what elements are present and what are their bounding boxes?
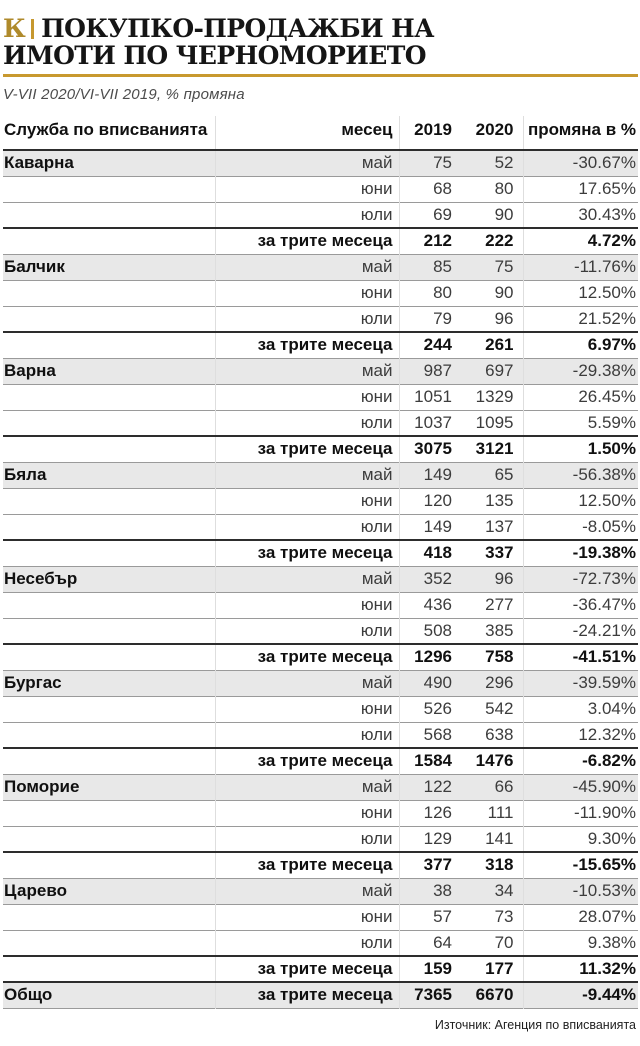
change-cell: -11.90% — [523, 800, 638, 826]
city-name-cell — [3, 956, 215, 982]
city-name-cell — [3, 488, 215, 514]
month-cell: май — [215, 462, 399, 488]
value-2019-cell: 244 — [399, 332, 461, 358]
change-cell: 4.72% — [523, 228, 638, 254]
value-2019-cell: 377 — [399, 852, 461, 878]
city-name-cell — [3, 228, 215, 254]
month-cell: юли — [215, 306, 399, 332]
city-name-cell — [3, 696, 215, 722]
change-cell: -41.51% — [523, 644, 638, 670]
value-2020-cell: 3121 — [475, 439, 514, 459]
value-2019-cell: 79 — [399, 306, 461, 332]
value-2019-cell: 1296 — [399, 644, 461, 670]
value-2019-cell: 418 — [399, 540, 461, 566]
city-name-cell — [3, 826, 215, 852]
value-2020-cell: 697 — [485, 361, 514, 380]
value-2019-cell: 57 — [399, 904, 461, 930]
value-2020-cell: 137 — [485, 516, 514, 536]
value-2019-cell: 159 — [399, 956, 461, 982]
value-2020-cell: 34 — [494, 881, 514, 900]
value-2019-cell: 212 — [399, 228, 461, 254]
change-cell: -11.76% — [523, 254, 638, 280]
city-name-cell — [3, 514, 215, 540]
month-cell: юни — [215, 696, 399, 722]
value-2020-cell: 6670 — [475, 985, 514, 1005]
total-label-cell: за трите месеца — [215, 956, 399, 982]
city-name-cell: Общо — [4, 985, 53, 1005]
value-2020-cell: 66 — [494, 777, 514, 796]
month-cell: юни — [215, 176, 399, 202]
month-cell: май — [215, 774, 399, 800]
table-body — [3, 150, 638, 1008]
value-2019-cell: 508 — [399, 618, 461, 644]
city-name-cell — [3, 592, 215, 618]
change-cell: 6.97% — [523, 332, 638, 358]
total-row — [3, 332, 638, 358]
value-2020-cell: 277 — [485, 595, 514, 614]
total-row — [3, 228, 638, 254]
city-name-cell — [3, 410, 215, 436]
value-2020-cell: 222 — [485, 231, 514, 251]
change-cell: -29.38% — [523, 358, 638, 384]
value-2020-cell: 90 — [494, 283, 514, 302]
value-2020-cell: 1476 — [475, 751, 514, 771]
city-name-cell — [3, 800, 215, 826]
brand-separator-bar — [31, 19, 34, 39]
table-row — [3, 488, 638, 514]
change-cell: -56.38% — [523, 462, 638, 488]
month-cell: юли — [215, 722, 399, 748]
city-name-cell — [3, 436, 215, 462]
table-row — [3, 150, 638, 176]
table-row — [3, 280, 638, 306]
city-name-cell: Поморие — [4, 777, 80, 796]
table-header-row — [3, 116, 638, 150]
value-2019-cell: 38 — [399, 878, 461, 904]
value-2019-cell: 75 — [399, 150, 461, 176]
city-name-cell — [3, 722, 215, 748]
column-header-month: месец — [215, 116, 399, 150]
table-row — [3, 462, 638, 488]
total-label-cell: за трите месеца — [215, 332, 399, 358]
value-2019-cell: 129 — [399, 826, 461, 852]
change-cell: -72.73% — [523, 566, 638, 592]
total-label-cell: за трите месеца — [215, 982, 399, 1008]
value-2019-cell: 987 — [399, 358, 461, 384]
table-row — [3, 670, 638, 696]
month-cell: юни — [215, 592, 399, 618]
grand-total-row — [3, 982, 638, 1008]
value-2020-cell: 296 — [485, 673, 514, 692]
value-2020-cell: 96 — [494, 569, 514, 588]
value-2019-cell: 352 — [399, 566, 461, 592]
table-row — [3, 410, 638, 436]
change-cell: 3.04% — [523, 696, 638, 722]
month-cell: юни — [215, 384, 399, 410]
table-header — [3, 116, 638, 150]
month-cell: юни — [215, 800, 399, 826]
table-row — [3, 384, 638, 410]
value-2019-cell: 122 — [399, 774, 461, 800]
month-cell: май — [215, 670, 399, 696]
value-2020-cell: 90 — [494, 204, 514, 224]
change-cell: -6.82% — [523, 748, 638, 774]
month-cell: май — [215, 878, 399, 904]
value-2019-cell: 490 — [399, 670, 461, 696]
source-note: Източник: Агенция по вписванията — [434, 1017, 636, 1032]
value-2019-cell: 85 — [399, 254, 461, 280]
change-cell: 28.07% — [523, 904, 638, 930]
change-cell: -39.59% — [523, 670, 638, 696]
city-name-cell — [3, 748, 215, 774]
change-cell: 30.43% — [523, 202, 638, 228]
value-2019-cell: 7365 — [399, 982, 461, 1008]
title-text-line1: ПОКУПКО-ПРОДАЖБИ НА — [41, 14, 434, 43]
table-row — [3, 904, 638, 930]
change-cell: -9.44% — [523, 982, 638, 1008]
total-label-cell: за трите месеца — [215, 436, 399, 462]
change-cell: -36.47% — [523, 592, 638, 618]
total-label-cell: за трите месеца — [215, 852, 399, 878]
value-2020-cell: 758 — [485, 647, 514, 667]
change-cell: -15.65% — [523, 852, 638, 878]
value-2020-cell: 52 — [494, 153, 514, 173]
column-header-2020: 2020 — [475, 120, 514, 139]
value-2019-cell: 80 — [399, 280, 461, 306]
table-row — [3, 592, 638, 618]
value-2020-cell: 385 — [485, 620, 514, 640]
value-2019-cell: 68 — [399, 176, 461, 202]
city-name-cell — [3, 306, 215, 332]
page-title — [3, 15, 638, 69]
column-header-2019: 2019 — [399, 116, 461, 150]
month-cell: юли — [215, 410, 399, 436]
change-cell: -10.53% — [523, 878, 638, 904]
city-name-cell — [3, 930, 215, 956]
month-cell: май — [215, 150, 399, 176]
change-cell: -8.05% — [523, 514, 638, 540]
month-cell: юли — [215, 514, 399, 540]
subtitle: V-VII 2020/VI-VII 2019, % промяна — [3, 86, 245, 103]
value-2019-cell: 1584 — [399, 748, 461, 774]
month-cell: юли — [215, 826, 399, 852]
month-cell: юли — [215, 202, 399, 228]
city-name-cell: Бяла — [4, 465, 47, 484]
value-2019-cell: 120 — [399, 488, 461, 514]
table-row — [3, 800, 638, 826]
month-cell: юни — [215, 904, 399, 930]
city-name-cell — [3, 644, 215, 670]
month-cell: май — [215, 566, 399, 592]
value-2020-cell: 261 — [485, 335, 514, 355]
value-2019-cell: 126 — [399, 800, 461, 826]
table-row — [3, 696, 638, 722]
table-row — [3, 566, 638, 592]
value-2019-cell: 526 — [399, 696, 461, 722]
brand-letter: К — [3, 14, 26, 43]
total-label-cell: за трите месеца — [215, 748, 399, 774]
city-name-cell — [3, 852, 215, 878]
city-name-cell: Бургас — [4, 673, 62, 692]
value-2019-cell: 64 — [399, 930, 461, 956]
table-row — [3, 930, 638, 956]
change-cell: 5.59% — [523, 410, 638, 436]
month-cell: май — [215, 358, 399, 384]
value-2020-cell: 80 — [494, 179, 514, 198]
change-cell: -24.21% — [523, 618, 638, 644]
total-label-cell: за трите месеца — [215, 540, 399, 566]
title-line-2: ИМОТИ ПО ЧЕРНОМОРИЕТО — [3, 41, 426, 70]
accent-rule — [3, 74, 638, 77]
table-row — [3, 826, 638, 852]
total-row — [3, 748, 638, 774]
table-row — [3, 306, 638, 332]
value-2019-cell: 568 — [399, 722, 461, 748]
title-line-1 — [3, 15, 638, 42]
value-2019-cell: 69 — [399, 202, 461, 228]
city-name-cell: Царево — [4, 881, 67, 900]
change-cell: 9.30% — [523, 826, 638, 852]
total-row — [3, 436, 638, 462]
city-name-cell — [3, 202, 215, 228]
change-cell: 12.50% — [523, 280, 638, 306]
total-row — [3, 956, 638, 982]
change-cell: -30.67% — [523, 150, 638, 176]
change-cell: -19.38% — [523, 540, 638, 566]
city-name-cell: Балчик — [4, 257, 65, 276]
table-row — [3, 618, 638, 644]
total-label-cell: за трите месеца — [215, 644, 399, 670]
month-cell: юли — [215, 930, 399, 956]
change-cell: 1.50% — [523, 436, 638, 462]
table-row — [3, 176, 638, 202]
value-2020-cell: 70 — [494, 932, 514, 952]
table-row — [3, 722, 638, 748]
total-row — [3, 644, 638, 670]
value-2020-cell: 542 — [485, 699, 514, 718]
change-cell: 26.45% — [523, 384, 638, 410]
city-name-cell: Несебър — [4, 569, 78, 588]
change-cell: 21.52% — [523, 306, 638, 332]
value-2020-cell: 135 — [485, 491, 514, 510]
city-name-cell — [3, 540, 215, 566]
change-cell: -45.90% — [523, 774, 638, 800]
total-row — [3, 540, 638, 566]
value-2020-cell: 111 — [487, 803, 514, 822]
city-name-cell — [3, 332, 215, 358]
month-cell: юни — [215, 488, 399, 514]
total-row — [3, 852, 638, 878]
city-name-cell — [3, 618, 215, 644]
value-2019-cell: 1037 — [399, 410, 461, 436]
value-2019-cell: 149 — [399, 514, 461, 540]
change-cell: 12.50% — [523, 488, 638, 514]
month-cell: юли — [215, 618, 399, 644]
value-2020-cell: 75 — [494, 257, 514, 276]
change-cell: 17.65% — [523, 176, 638, 202]
data-table — [3, 116, 638, 1009]
value-2020-cell: 96 — [494, 308, 514, 328]
value-2020-cell: 638 — [485, 724, 514, 744]
column-header-change: промяна в % — [523, 116, 638, 150]
table-row — [3, 358, 638, 384]
month-cell: юни — [215, 280, 399, 306]
city-name-cell — [3, 280, 215, 306]
value-2019-cell: 3075 — [399, 436, 461, 462]
value-2020-cell: 65 — [494, 465, 514, 484]
city-name-cell — [3, 904, 215, 930]
city-name-cell: Каварна — [4, 153, 74, 173]
total-label-cell: за трите месеца — [215, 228, 399, 254]
city-name-cell: Варна — [4, 361, 56, 380]
value-2019-cell: 1051 — [399, 384, 461, 410]
change-cell: 9.38% — [523, 930, 638, 956]
value-2020-cell: 1329 — [475, 387, 514, 406]
table-row — [3, 774, 638, 800]
table-row — [3, 514, 638, 540]
city-name-cell — [3, 176, 215, 202]
change-cell: 12.32% — [523, 722, 638, 748]
value-2020-cell: 337 — [485, 543, 514, 563]
value-2020-cell: 1095 — [475, 412, 514, 432]
value-2019-cell: 149 — [399, 462, 461, 488]
value-2020-cell: 177 — [485, 959, 514, 978]
value-2020-cell: 73 — [494, 907, 514, 926]
city-name-cell — [3, 384, 215, 410]
month-cell: май — [215, 254, 399, 280]
table-row — [3, 202, 638, 228]
column-header-office: Служба по вписванията — [4, 120, 208, 139]
table-row — [3, 878, 638, 904]
value-2020-cell: 318 — [485, 855, 514, 875]
table-row — [3, 254, 638, 280]
change-cell: 11.32% — [523, 956, 638, 982]
value-2019-cell: 436 — [399, 592, 461, 618]
value-2020-cell: 141 — [485, 828, 514, 848]
